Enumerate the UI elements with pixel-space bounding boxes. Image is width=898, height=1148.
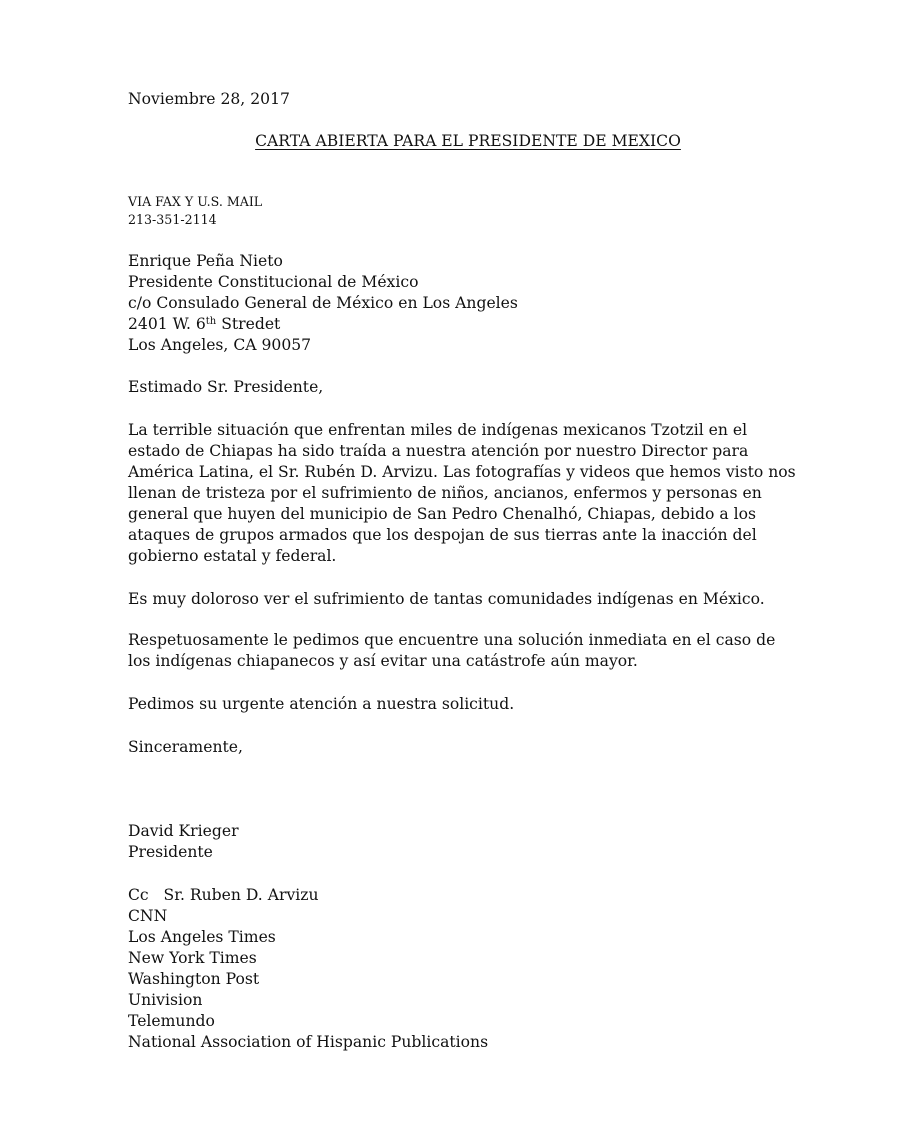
body-line: América Latina, el Sr. Rubén D. Arvizu. Las fotografías y videos que hemos visto nos xyxy=(128,463,796,481)
cc-item: Los Angeles Times xyxy=(128,928,276,946)
body-line: gobierno estatal y federal. xyxy=(128,547,337,565)
recipient-role: Presidente Constitucional de México xyxy=(128,273,419,291)
cc-item: New York Times xyxy=(128,949,257,967)
cc-item: National Association of Hispanic Publications xyxy=(128,1033,489,1051)
body-line: estado de Chiapas ha sido traída a nuestra atención por nuestro Director para xyxy=(128,442,749,460)
body-paragraph-1 xyxy=(128,420,796,567)
fax-number: 213-351-2114 xyxy=(128,212,217,227)
street-superscript: th xyxy=(205,316,217,327)
cc-item: Washington Post xyxy=(128,970,260,988)
recipient-address xyxy=(128,251,518,356)
body-line: llenan de tristeza por el sufrimiento de niños, ancianos, enfermos y personas en xyxy=(128,484,762,502)
body-line: general que huyen del municipio de San Pedro Chenalhó, Chiapas, debido a los xyxy=(128,505,756,523)
cc-item: Telemundo xyxy=(128,1012,215,1030)
via-line: VIA FAX Y U.S. MAIL xyxy=(128,194,263,209)
body-line: los indígenas chiapanecos y así evitar una catástrofe aún mayor. xyxy=(128,652,638,670)
body-paragraph-2: Es muy doloroso ver el sufrimiento de tantas comunidades indígenas en México. xyxy=(128,590,765,608)
delivery-method xyxy=(128,193,262,229)
letter-title: CARTA ABIERTA PARA EL PRESIDENTE DE MEXICO xyxy=(255,132,681,150)
closing: Sinceramente, xyxy=(128,738,243,756)
street-prefix: 2401 W. 6 xyxy=(128,315,206,333)
recipient-street xyxy=(128,314,518,335)
street-suffix: Stredet xyxy=(216,315,281,333)
cc-item: Univision xyxy=(128,991,203,1009)
body-paragraph-4: Pedimos su urgente atención a nuestra solicitud. xyxy=(128,695,515,713)
cc-list xyxy=(128,885,488,1053)
cc-item: CNN xyxy=(128,907,168,925)
cc-item: Cc Sr. Ruben D. Arvizu xyxy=(128,886,319,904)
signer-title: Presidente xyxy=(128,843,213,861)
signer-name: David Krieger xyxy=(128,822,239,840)
signature-block xyxy=(128,821,239,863)
recipient-name: Enrique Peña Nieto xyxy=(128,252,283,270)
recipient-care-of: c/o Consulado General de México en Los Angeles xyxy=(128,294,518,312)
body-line: ataques de grupos armados que los despojan de sus tierras ante la inacción del xyxy=(128,526,757,544)
body-line: La terrible situación que enfrentan miles de indígenas mexicanos Tzotzil en el xyxy=(128,421,748,439)
body-line: Respetuosamente le pedimos que encuentre una solución inmediata en el caso de xyxy=(128,631,776,649)
salutation: Estimado Sr. Presidente, xyxy=(128,378,324,396)
letter-date: Noviembre 28, 2017 xyxy=(128,90,290,108)
recipient-city: Los Angeles, CA 90057 xyxy=(128,336,312,354)
body-paragraph-3 xyxy=(128,630,775,672)
